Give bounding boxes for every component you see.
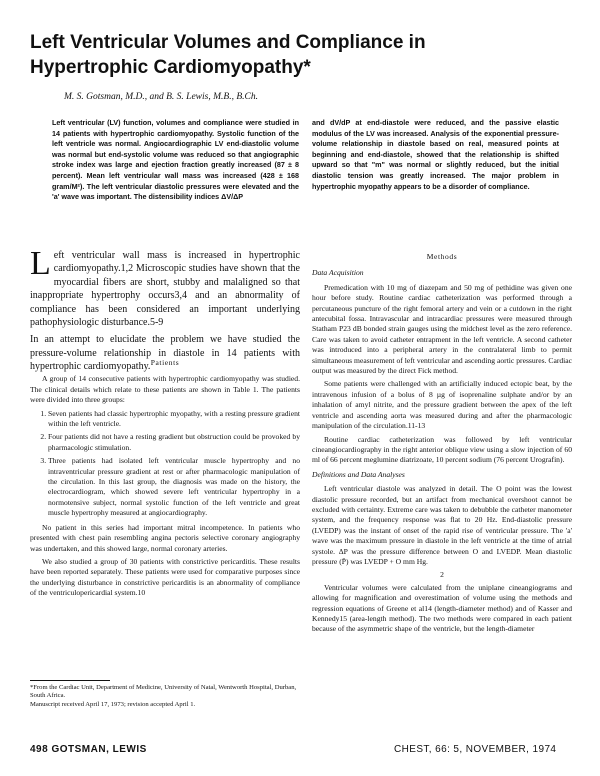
footnote-received: Manuscript received April 17, 1973; revision accepted April 1. [30,700,196,708]
methods-paragraph-1: Premedication with 10 mg of diazepam and 50 mg of pethidine was given one hour before study. Routine cardiac catheterization was performed through a percutaneous puncture of the right femoral artery and vein or a cutdown in the right antecubital fossa. Intravascular and intracardiac pressures were measured through Statham P23 dB bonded strain gauges using the midchest level as the zero reference. Care was taken to avoid catheter entrapment in the left ventricle. A second catheter was introduced into a peripheral artery in the contralateral limb to permit simultaneous measurement of left ventricular and ascending aortic pressures. Cardiac output was measured by the direct Fick method. [312,282,572,376]
patients-heading: Patients [150,358,180,367]
definitions-heading: Definitions and Data Analyses [312,469,405,479]
equation-number: 2 [440,570,444,580]
page-footer-author: 498 GOTSMAN, LEWIS [30,744,147,755]
methods-heading: Methods [426,252,458,261]
right-column-methods [312,246,572,638]
patients-paragraph-3: We also studied a group of 30 patients with constrictive pericarditis. These results have been reported separately. These patients were used for comparative purposes since the underlying disturbance in constrictive pericarditis is an abnormality of compliance of the ventriculopericardial system.10 [30,556,300,598]
methods-paragraph-3: Routine cardiac catheterization was followed by left ventricular cineangiocardiography in the right anterior oblique view using a slow injection of 60 ml of 66 percent meglumine diatrizoate, 10 percent sodium (76 percent Urografin). [312,434,572,465]
article-title [30,30,550,80]
definitions-paragraph-1: Left ventricular diastole was analyzed in detail. The O point was the lowest diastolic pressure recorded, but an artifact from mechanical overshoot cannot be excluded with certainty. Extreme care was taken to debubble the catheter manometer system, and the frequency response was flat to 20 Hz. End-diastolic pressure (LVEDP) was the instant of onset of the rapid rise of ventricular pressure. The 'a' wave was the maximum pressure in diastole in the left ventricle at the time of atrial systole. ΔP was the pressure difference between O and LVEDP. Mean diastolic pressure (P̄) was LVEDP + O mm Hg. [312,484,572,566]
abstract-left: Left ventricular (LV) function, volumes and compliance were studied in 14 patients with hypertrophic cardiomyopathy. Systolic function of the left ventricle was normal. Angiocardiographic LV end-diastolic volume was normal but end-systolic volume was reduced so that angiographic stroke index was large and ejection fraction greatly increased (87 ± 8 percent). Mean left ventricular wall mass was increased (428 ± 168 gram/M²). The left ventricular diastolic pressures were elevated and the 'a' wave was important. The distensibility indices ΔV/ΔP [52,118,299,202]
data-acquisition-heading: Data Acquisition [312,268,364,278]
definitions-paragraph-2: Ventricular volumes were calculated from the uniplane cineangiograms and allowing for magnification and overestimation of volume using the methods and regression equations of Greene et al14 (length-diameter method) and of Kasser and Kennedy15 (area-length method). The two methods were compared in each patient because of the asymmetric shape of the ventricle, but the length-diameter [312,582,572,634]
footnotes [30,680,300,709]
list-item: 2. Four patients did not have a resting gradient but obstruction could be provoked by pharmacologic stimulation. [48,432,300,453]
list-item: 3. Three patients had isolated left ventricular muscle hypertrophy and no intraventricular pressure gradient at rest or after pharmacologic manipulation of the circulation. In this last group, the diagnosis was made on the history, the electrocardiogram, which showed severe left ventricular hypertrophy in a normotensive subject, normal systolic function of the left ventricle and great muscle hypertrophy measured at angiocardiography. [48,456,300,518]
intro-paragraph-1 [30,245,300,329]
abstract-right: and dV/dP at end-diastole were reduced, and the passive elastic modulus of the LV was increased. Analysis of the exponential pressure-volume relationship in diastole based on real, measured points at beginning and end-diastole, showed that the relationship is shifted upward so that "m" was normal or slightly reduced, but the initial diastolic tension was greatly increased. The major problem in hypertrophic myopathy appears to be a disorder of compliance. [312,118,559,191]
drop-cap: L [30,245,51,282]
patients-paragraph-1: A group of 14 consecutive patients with hypertrophic cardiomyopathy was studied. The clinical details which relate to these patients are shown in Table 1. The patients were divided into three groups: [30,374,300,405]
title-line-1: Left Ventricular Volumes and Compliance in [30,32,426,53]
left-column-patients [30,352,300,602]
methods-paragraph-2: Some patients were challenged with an artificially induced ectopic beat, by the intravenous infusion of a bolus of 8 µg of isoprenaline sulphate and/or by an inhalation of amyl nitrite, and the pressure gradient between the apex of the left ventricle and ascending aorta was measured during and after the pharmacologic manipulation of the circulation.11-13 [312,379,572,431]
footnote-rule [30,680,110,681]
title-line-2: Hypertrophic Cardiomyopathy* [30,57,311,78]
patients-group-list [30,409,300,519]
list-item: 1. Seven patients had classic hypertrophic myopathy, with a resting pressure gradient within the left ventricle. [48,409,300,430]
patients-paragraph-2: No patient in this series had important mitral incompetence. In patients who presented with chest pain resembling angina pectoris selective coronary angiography was undertaken, and this showed large, normal coronary arteries. [30,522,300,553]
intro-paragraph-2: In an attempt to elucidate the problem we have studied the pressure-volume relationship in diastole in 14 patients with hypertrophic cardiomyopathy. [30,334,300,373]
footnote-affiliation: *From the Cardiac Unit, Department of Medicine, University of Natal, Wentworth Hospital, Durban, South Africa. [30,684,297,700]
page-footer-journal: CHEST, 66: 5, NOVEMBER, 1974 [394,744,557,755]
intro-paragraph-1-text: eft ventricular wall mass is increased in hypertrophic cardiomyopathy.1,2 Microscopic studies have shown that the myocardial fibers are short, stubby and malaligned so that inappropriate hypertrophy occurs3,4 and an abnormality of compliance has been considered an important underlying pathophysiologic disturbance.5-9 [30,250,300,329]
authors: M. S. Gotsman, M.D., and B. S. Lewis, M.B., B.Ch. [64,92,258,102]
